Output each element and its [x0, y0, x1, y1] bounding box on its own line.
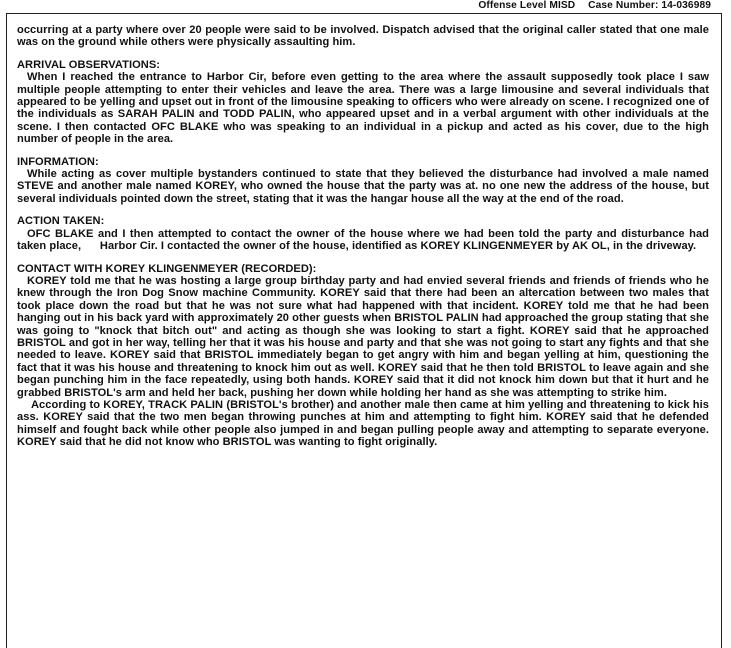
section-title-information: INFORMATION:	[17, 155, 99, 168]
report-frame	[6, 13, 722, 648]
information-paragraph: While acting as cover multiple bystanders continued to state that they believed the disturbance had involved a male named STEVE and another male named KOREY, who owned the house that the party was at. no one new the address of the house, but several individuals pointed down the street, stating that it was the hangar house all the way at the end of the road.	[17, 168, 709, 205]
contact-paragraph-1: KOREY told me that he was hosting a large group birthday party and had envied several friends and friends of friends who he knew through the Iron Dog Snow machine Community. KOREY said that there had been an altercation between two males that took place down the road but that he was not sure what had happened with that incident. KOREY told me that he had been hanging out in his back yard with approximately 20 other guests when BRISTOL PALIN had approached the group stating that she was going to "knock that bitch out" and acting as though she was looking to start a fight. KOREY said that he approached BRISTOL and got in her way, telling her that it was his house and party and that she was not going to start any fights and that she needed to leave. KOREY said that BRISTOL immediately began to get angry with him and began yelling at him, questioning the fact that it was his house and threatening to knock him out as well. KOREY said that he then told BRISTOL to leave again and she began punching him in the face repeatedly, using both hands. KOREY said that it did not knock him down but that it hurt and he grabbed BRISTOL's arm and held her back, pushing her down while holding her hand as she was attempting to strike him.	[17, 274, 709, 399]
report-body	[17, 24, 713, 449]
section-title-arrival: ARRIVAL OBSERVATIONS:	[17, 58, 161, 71]
contact-paragraph-2: According to KOREY, TRACK PALIN (BRISTOL's brother) and another male then came at him yelling and threatening to kick his ass. KOREY said that the two men began throwing punches at him and attempting to fight him. KOREY said that he defended himself and fought back while other people also jumped in and began pulling people away and attempting to separate everyone. KOREY said that he did not know who BRISTOL was wanting to fight originally.	[17, 398, 709, 449]
offense-level: Offense Level MISD	[478, 0, 576, 11]
action-paragraph: OFC BLAKE and I then attempted to contact the owner of the house where we had been told the party and disturbance had taken place, Harbor Cir. I contacted the owner of the house, identified as KOREY KLINGENMEYER by AK OL, in the driveway.	[17, 227, 713, 253]
case-number: Case Number: 14-036989	[588, 0, 711, 11]
intro-paragraph: occurring at a party where over 20 people were said to be involved. Dispatch advised that the original caller stated that one male was on the ground while others were physically assaulting him.	[17, 24, 709, 49]
report-header	[478, 0, 711, 11]
arrival-paragraph: When I reached the entrance to Harbor Cir, before even getting to the area where the assault supposedly took place I saw multiple people attempting to enter their vehicles and leave the area. There was a large limousine and several individuals that appeared to be yelling and upset out in front of the limousine speaking to officers who were already on scene. I recognized one of the individuals as SARAH PALIN and TODD PALIN, who appeared upset and in a verbal argument with other individuals at the scene. I then contacted OFC BLAKE who was speaking to an individual in a pickup and acted as his cover, due to the high number of people in the area.	[17, 71, 709, 146]
section-title-action: ACTION TAKEN:	[17, 215, 105, 228]
section-title-contact: CONTACT WITH KOREY KLINGENMEYER (RECORDED):	[17, 262, 317, 275]
